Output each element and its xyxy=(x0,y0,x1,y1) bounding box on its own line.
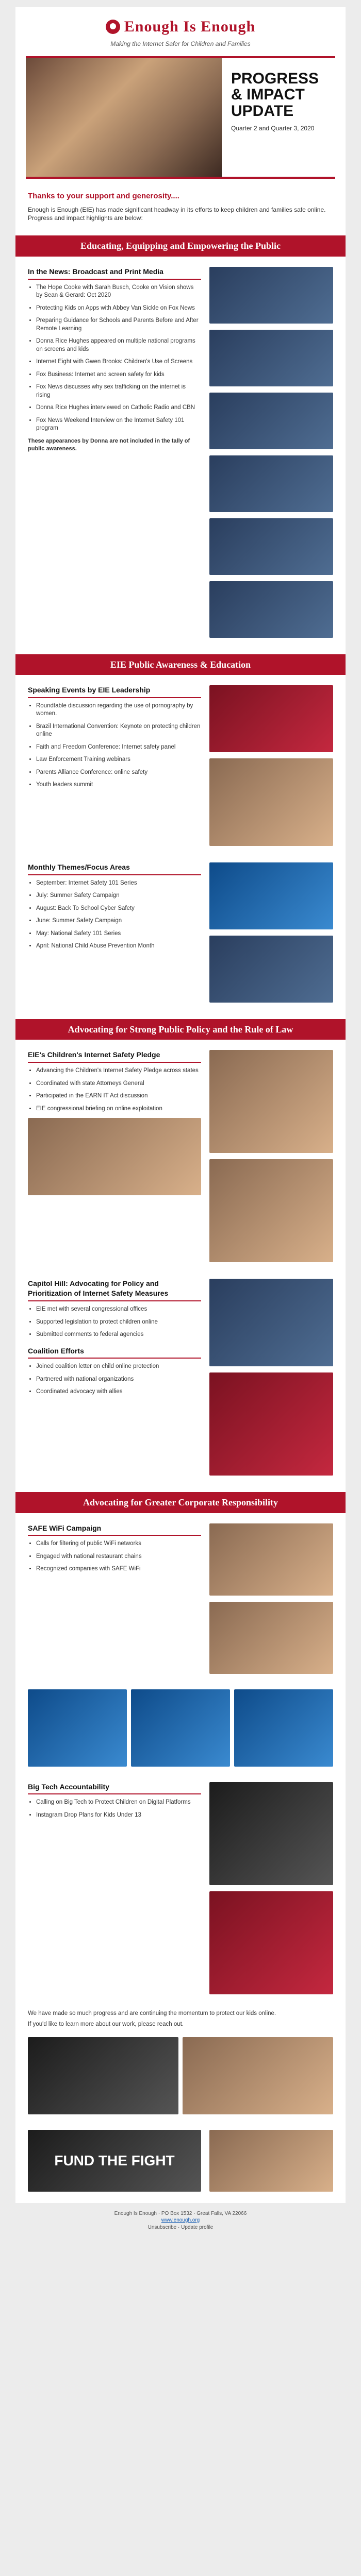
top-bar xyxy=(0,0,361,7)
banner-policy: Advocating for Strong Public Policy and the Rule of Law xyxy=(15,1019,346,1040)
theme-item[interactable]: • July: Summer Safety Campaign xyxy=(36,892,201,900)
footer-address: Enough Is Enough · PO Box 1532 · Great Falls, VA 22066 xyxy=(114,2210,247,2216)
capitol-item: • EIE met with several congressional offices xyxy=(36,1306,201,1314)
tagline: Making the Internet Safer for Children and Families xyxy=(110,40,251,47)
hero-text xyxy=(222,58,335,177)
closing-p2: If you'd like to learn more about our work, please reach out. xyxy=(28,2021,184,2028)
event-photo xyxy=(209,758,333,846)
policy-photo xyxy=(28,1118,201,1195)
event-item[interactable]: • Law Enforcement Training webinars xyxy=(36,756,201,764)
capitol-title: Capitol Hill: Advocating for Policy and Prioritization of Internet Safety Measures xyxy=(28,1279,201,1301)
newsletter-page xyxy=(15,7,346,2203)
policy-item[interactable]: • Participated in the EARN IT Act discussion xyxy=(36,1092,201,1100)
media-item[interactable]: • Donna Rice Hughes interviewed on Catholic Radio and CBN xyxy=(36,404,201,412)
header xyxy=(15,7,346,53)
wifi-item[interactable]: • Calls for filtering of public WiFi networks xyxy=(36,1540,201,1548)
closing-photo xyxy=(28,2037,178,2114)
themes-section xyxy=(15,857,346,1014)
wifi-item[interactable]: • Engaged with national restaurant chains xyxy=(36,1553,201,1561)
bigtech-title: Big Tech Accountability xyxy=(28,1782,201,1795)
closing-text xyxy=(15,2006,346,2033)
media-photo xyxy=(209,455,333,512)
wifi-graphic xyxy=(131,1689,230,1767)
fund-photo xyxy=(209,2130,333,2192)
banner-awareness: EIE Public Awareness & Education xyxy=(15,654,346,675)
media-note: These appearances by Donna are not included in the tally of public awareness. xyxy=(28,437,190,452)
policy-title: EIE's Children's Internet Safety Pledge xyxy=(28,1050,201,1063)
capitol-photo xyxy=(209,1372,333,1476)
logo-icon xyxy=(106,20,120,34)
capitol-photo xyxy=(209,1279,333,1366)
logo-text: Enough Is Enough xyxy=(124,18,256,35)
wifi-strip xyxy=(15,1685,346,1777)
policy-item: • Coordinated with state Attorneys General xyxy=(36,1080,201,1088)
policy-photo xyxy=(209,1159,333,1262)
wifi-photo xyxy=(209,1602,333,1674)
event-item[interactable]: • Parents Alliance Conference: online safety xyxy=(36,769,201,777)
footer-website[interactable] xyxy=(7,2217,354,2224)
event-item[interactable]: • Brazil International Convention: Keynote on protecting children online xyxy=(36,723,201,739)
policy-section xyxy=(15,1045,346,1274)
media-photo xyxy=(209,330,333,386)
wifi-photo xyxy=(209,1523,333,1596)
coalition-item: • Partnered with national organizations xyxy=(36,1376,201,1384)
capitol-section xyxy=(15,1274,346,1487)
policy-item[interactable]: • Advancing the Children's Internet Safety Pledge across states xyxy=(36,1067,201,1075)
media-item[interactable]: • Fox News discusses why sex trafficking on the internet is rising xyxy=(36,383,201,399)
media-item[interactable]: • Fox News Weekend Interview on the Internet Safety 101 program xyxy=(36,417,201,433)
footer-unsubscribe[interactable]: Unsubscribe · Update profile xyxy=(147,2224,214,2230)
media-item[interactable]: • Donna Rice Hughes appeared on multiple national programs on screens and kids xyxy=(36,337,201,353)
coalition-title: Coalition Efforts xyxy=(28,1346,201,1359)
bigtech-graphic xyxy=(209,1891,333,1994)
banner-educating: Educating, Equipping and Empowering the Public xyxy=(15,235,346,256)
wifi-item[interactable]: • Recognized companies with SAFE WiFi xyxy=(36,1565,201,1573)
banner-corporate: Advocating for Greater Corporate Responsibility xyxy=(15,1492,346,1513)
closing-p1: We have made so much progress and are continuing the momentum to protect our kids online. xyxy=(28,2010,276,2016)
media-item[interactable]: • Protecting Kids on Apps with Abbey Van Sickle on Fox News xyxy=(36,304,201,313)
closing-photo xyxy=(183,2037,333,2114)
media-item[interactable]: • The Hope Cooke with Sarah Busch, Cooke on Vision shows by Sean & Gerard: Oct 2020 xyxy=(36,284,201,300)
bigtech-item[interactable]: • Instagram Drop Plans for Kids Under 13 xyxy=(36,1811,201,1820)
themes-graphic xyxy=(209,936,333,1003)
media-item[interactable]: • Fox Business: Internet and screen safety for kids xyxy=(36,371,201,379)
events-title: Speaking Events by EIE Leadership xyxy=(28,685,201,698)
hero-title: PROGRESS & IMPACT UPDATE xyxy=(231,70,319,120)
theme-item[interactable]: • September: Internet Safety 101 Series xyxy=(36,879,201,888)
media-title: In the News: Broadcast and Print Media xyxy=(28,267,201,280)
footer xyxy=(0,2203,361,2239)
themes-graphic xyxy=(209,862,333,929)
media-section xyxy=(15,262,346,649)
coalition-item: • Coordinated advocacy with allies xyxy=(36,1388,201,1396)
media-item[interactable]: • Internet Eight with Gwen Brooks: Children's Use of Screens xyxy=(36,358,201,366)
event-item: • Youth leaders summit xyxy=(36,781,201,789)
intro-heading: Thanks to your support and generosity.... xyxy=(28,191,179,200)
hero xyxy=(26,56,335,179)
media-photo xyxy=(209,581,333,638)
wifi-section xyxy=(15,1518,346,1685)
bigtech-section xyxy=(15,1777,346,2006)
themes-title: Monthly Themes/Focus Areas xyxy=(28,862,201,875)
policy-item: • EIE congressional briefing on online exploitation xyxy=(36,1105,201,1113)
theme-item[interactable]: • May: National Safety 101 Series xyxy=(36,930,201,938)
capitol-item[interactable]: • Submitted comments to federal agencies xyxy=(36,1331,201,1339)
wifi-graphic xyxy=(234,1689,333,1767)
theme-item[interactable]: • June: Summer Safety Campaign xyxy=(36,917,201,925)
media-item[interactable]: • Preparing Guidance for Schools and Parents Before and After Remote Learning xyxy=(36,317,201,333)
logo[interactable] xyxy=(26,16,335,38)
events-section xyxy=(15,680,346,857)
event-item[interactable]: • Faith and Freedom Conference: Internet safety panel xyxy=(36,743,201,752)
hero-subtitle: Quarter 2 and Quarter 3, 2020 xyxy=(231,125,315,132)
capitol-item[interactable]: • Supported legislation to protect children online xyxy=(36,1318,201,1327)
wifi-graphic xyxy=(28,1689,127,1767)
policy-photo xyxy=(209,1050,333,1153)
media-photo xyxy=(209,393,333,449)
fund-section xyxy=(15,2125,346,2203)
intro xyxy=(15,182,346,231)
bigtech-graphic xyxy=(209,1782,333,1885)
event-item: • Roundtable discussion regarding the use of pornography by women. xyxy=(36,702,201,718)
theme-item[interactable]: • August: Back To School Cyber Safety xyxy=(36,905,201,913)
closing-strip xyxy=(15,2033,346,2125)
media-photo xyxy=(209,518,333,575)
theme-item[interactable]: • April: National Child Abuse Prevention Month xyxy=(36,942,201,951)
hero-image xyxy=(26,58,222,177)
footer-link[interactable]: www.enough.org xyxy=(161,2217,200,2224)
fund-the-fight-button[interactable]: FUND THE FIGHT xyxy=(28,2130,201,2192)
event-photo xyxy=(209,685,333,752)
coalition-item[interactable]: • Joined coalition letter on child online protection xyxy=(36,1363,201,1371)
intro-paragraph: Enough is Enough (EIE) has made significant headway in its efforts to keep children and families safe online. Progress and impact highlights are below: xyxy=(28,206,326,222)
media-photo xyxy=(209,267,333,324)
bigtech-item[interactable]: • Calling on Big Tech to Protect Children on Digital Platforms xyxy=(36,1799,201,1807)
wifi-title: SAFE WiFi Campaign xyxy=(28,1523,201,1536)
